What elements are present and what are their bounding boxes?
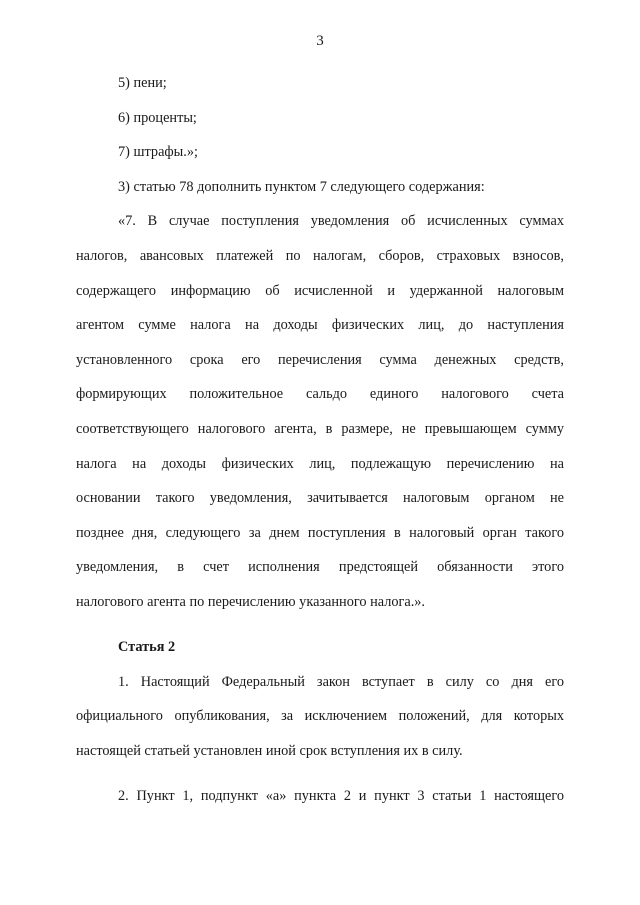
article-line: официального опубликования, за исключением положений, для которых (76, 708, 564, 725)
body-line: основании такого уведомления, зачитывается налоговым органом не (76, 490, 564, 507)
body-line: формирующих положительное сальдо единого налогового счета (76, 386, 564, 403)
page-number: 3 (316, 33, 324, 49)
body-line: налогового агента по перечислению указанного налога.». (76, 593, 425, 610)
body-line: уведомления, в счет исполнения предстоящей обязанности этого (76, 559, 564, 576)
body-line: налогов, авансовых платежей по налогам, сборов, страховых взносов, (76, 247, 564, 264)
body-line: 5) пени; (118, 75, 167, 91)
body-line: 7) штрафы.»; (118, 144, 198, 161)
article-line: настоящей статьей установлен иной срок вступления их в силу. (76, 742, 463, 759)
body-line: содержащего информацию об исчисленной и удержанной налоговым (76, 282, 564, 299)
document-body (76, 72, 564, 819)
body-line: установленного срока его перечисления сумма денежных средств, (76, 351, 564, 368)
body-line: позднее дня, следующего за днем поступления в налоговый орган такого (76, 524, 564, 541)
body-line: налога на доходы физических лиц, подлежащую перечислению на (76, 455, 564, 472)
body-line: соответствующего налогового агента, в размере, не превышающем сумму (76, 420, 564, 437)
article-line: 2. Пункт 1, подпункт «а» пункта 2 и пункт 3 статьи 1 настоящего (118, 787, 564, 804)
body-line: 3) статью 78 дополнить пунктом 7 следующего содержания: (118, 178, 485, 195)
article-line: 1. Настоящий Федеральный закон вступает в силу со дня его (118, 673, 564, 690)
article-heading: Статья 2 (118, 638, 176, 655)
body-line: «7. В случае поступления уведомления об исчисленных суммах (118, 213, 564, 230)
body-line: агентом сумме налога на доходы физических лиц, до наступления (76, 317, 564, 334)
body-line: 6) проценты; (118, 109, 197, 126)
